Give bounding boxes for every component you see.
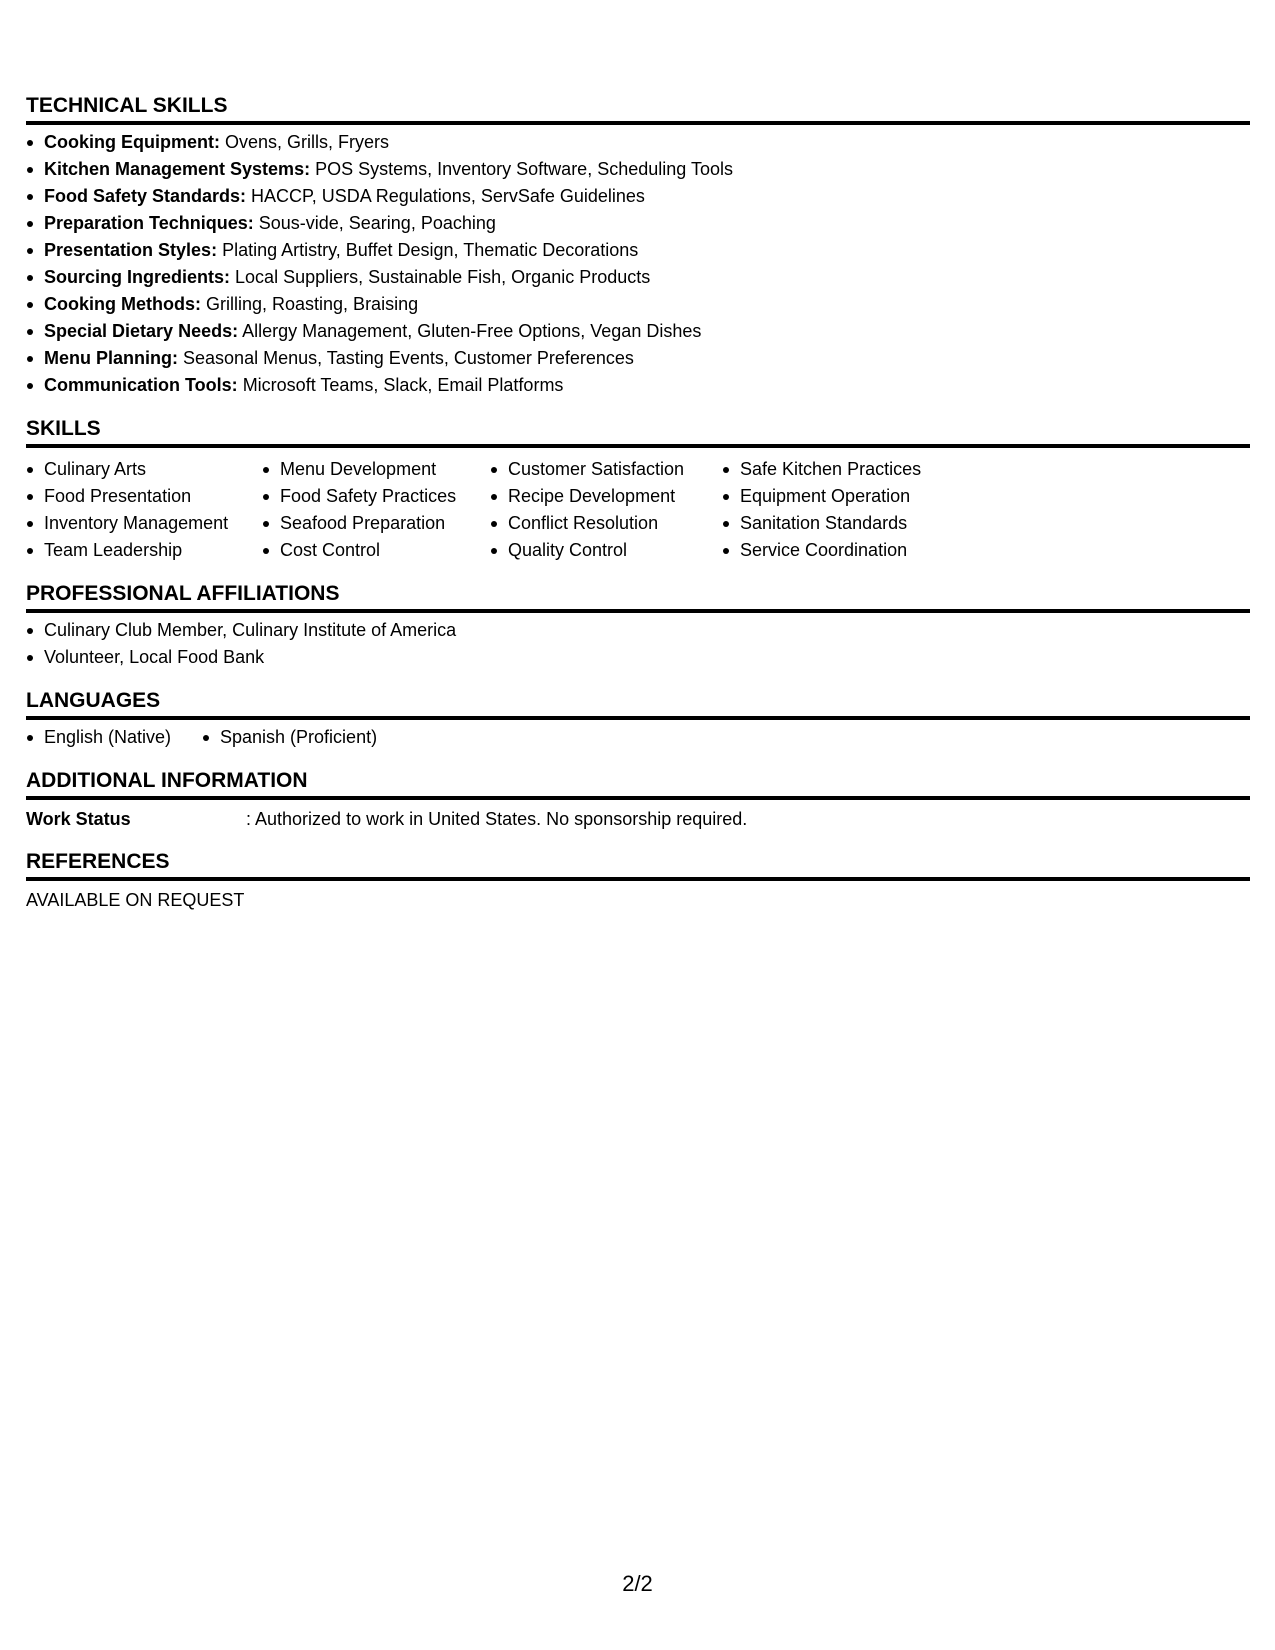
list-item: Customer Satisfaction bbox=[490, 456, 722, 483]
list-item: Inventory Management bbox=[26, 510, 262, 537]
list-item: Food Presentation bbox=[26, 483, 262, 510]
list-item bbox=[26, 129, 1250, 156]
list-item: Recipe Development bbox=[490, 483, 722, 510]
work-status-row bbox=[26, 806, 1250, 832]
item-value: Local Suppliers, Sustainable Fish, Organic Products bbox=[235, 267, 651, 287]
list-item: Service Coordination bbox=[722, 537, 972, 564]
list-item: Team Leadership bbox=[26, 537, 262, 564]
references-heading: REFERENCES bbox=[26, 850, 1250, 881]
list-item: Safe Kitchen Practices bbox=[722, 456, 972, 483]
list-item bbox=[26, 291, 1250, 318]
affiliations-heading: PROFESSIONAL AFFILIATIONS bbox=[26, 582, 1250, 613]
skills-column bbox=[490, 456, 722, 564]
list-item: Culinary Club Member, Culinary Institute of America bbox=[26, 617, 1250, 644]
list-item: Spanish (Proficient) bbox=[202, 724, 377, 751]
references-section bbox=[26, 850, 1250, 913]
item-value: Plating Artistry, Buffet Design, Thematic Decorations bbox=[222, 240, 639, 260]
item-value: Sous-vide, Searing, Poaching bbox=[258, 213, 496, 233]
list-item: Quality Control bbox=[490, 537, 722, 564]
resume-page bbox=[26, 94, 1250, 931]
item-label: Food Safety Standards: bbox=[44, 186, 247, 206]
list-item bbox=[26, 183, 1250, 210]
item-value: Ovens, Grills, Fryers bbox=[225, 132, 390, 152]
list-item: English (Native) bbox=[26, 724, 202, 751]
technical-skills-list bbox=[26, 129, 1250, 399]
item-label: Sourcing Ingredients: bbox=[44, 267, 231, 287]
list-item bbox=[26, 156, 1250, 183]
list-item: Volunteer, Local Food Bank bbox=[26, 644, 1250, 671]
list-item bbox=[26, 345, 1250, 372]
item-label: Cooking Methods: bbox=[44, 294, 201, 314]
technical-skills-heading: TECHNICAL SKILLS bbox=[26, 94, 1250, 125]
list-item: Culinary Arts bbox=[26, 456, 262, 483]
list-item: Menu Development bbox=[262, 456, 490, 483]
list-item: Conflict Resolution bbox=[490, 510, 722, 537]
skills-heading: SKILLS bbox=[26, 417, 1250, 448]
list-item: Food Safety Practices bbox=[262, 483, 490, 510]
list-item bbox=[26, 372, 1250, 399]
affiliations-list bbox=[26, 617, 1250, 671]
list-item: Seafood Preparation bbox=[262, 510, 490, 537]
item-label: Cooking Equipment: bbox=[44, 132, 220, 152]
language-column bbox=[202, 724, 377, 751]
item-value: Grilling, Roasting, Braising bbox=[206, 294, 419, 314]
work-status-value: : Authorized to work in United States. No sponsorship required. bbox=[246, 809, 748, 829]
item-value: Allergy Management, Gluten-Free Options, Vegan Dishes bbox=[242, 321, 702, 341]
skills-section bbox=[26, 417, 1250, 564]
skills-column bbox=[26, 456, 262, 564]
item-value: Microsoft Teams, Slack, Email Platforms bbox=[242, 375, 564, 395]
item-label: Kitchen Management Systems: bbox=[44, 159, 311, 179]
skills-column bbox=[262, 456, 490, 564]
page-number: 2/2 bbox=[622, 1571, 653, 1596]
item-label: Preparation Techniques: bbox=[44, 213, 254, 233]
references-text: AVAILABLE ON REQUEST bbox=[26, 890, 245, 910]
list-item bbox=[26, 318, 1250, 345]
list-item bbox=[26, 210, 1250, 237]
work-status-label: Work Status bbox=[26, 809, 131, 829]
additional-info-section bbox=[26, 769, 1250, 832]
languages-heading: LANGUAGES bbox=[26, 689, 1250, 720]
item-value: HACCP, USDA Regulations, ServSafe Guidelines bbox=[251, 186, 645, 206]
item-label: Menu Planning: bbox=[44, 348, 178, 368]
item-label: Communication Tools: bbox=[44, 375, 238, 395]
technical-skills-section bbox=[26, 94, 1250, 399]
languages-section bbox=[26, 689, 1250, 751]
skills-grid bbox=[26, 452, 1250, 564]
item-label: Special Dietary Needs: bbox=[44, 321, 239, 341]
affiliations-section bbox=[26, 582, 1250, 671]
language-column bbox=[26, 724, 202, 751]
item-label: Presentation Styles: bbox=[44, 240, 218, 260]
list-item: Sanitation Standards bbox=[722, 510, 972, 537]
list-item bbox=[26, 264, 1250, 291]
item-value: Seasonal Menus, Tasting Events, Customer Preferences bbox=[183, 348, 634, 368]
list-item: Cost Control bbox=[262, 537, 490, 564]
list-item: Equipment Operation bbox=[722, 483, 972, 510]
skills-column bbox=[722, 456, 972, 564]
item-value: POS Systems, Inventory Software, Scheduling Tools bbox=[315, 159, 733, 179]
additional-info-heading: ADDITIONAL INFORMATION bbox=[26, 769, 1250, 800]
list-item bbox=[26, 237, 1250, 264]
languages-row bbox=[26, 724, 1250, 751]
